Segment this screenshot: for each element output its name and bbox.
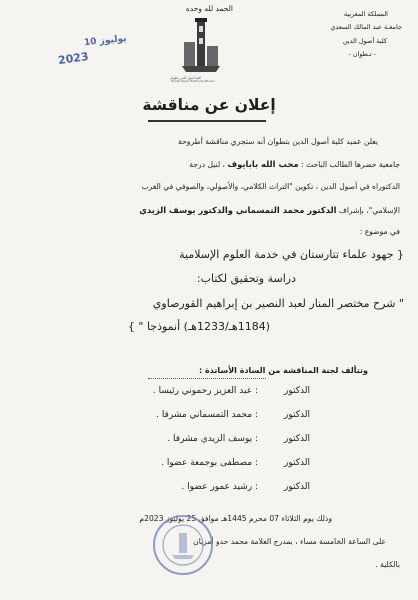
footer-venue-line: على الساعة الخامسة مساء ، بمدرج العلامة محمد حدو أمزيان: [193, 537, 386, 546]
header-kingdom: المملكة المغربية: [343, 10, 388, 18]
faculty-logo-icon: [178, 16, 224, 76]
header-faculty: كلية أصول الدين: [342, 37, 387, 45]
logo-caption: كلية أصول الدين تطوان: [170, 76, 202, 80]
body-line-2: [189, 159, 400, 169]
footer-date-line: وذلك يوم الثلاثاء 07 محرم 1445هـ موافق 25 يوليوز 2023م: [139, 514, 332, 523]
faculty-seal-icon: [152, 514, 214, 576]
body-line-1: يعلن عميد كلية أصول الدين بتطوان أنه ستجري مناقشة أطروحة: [178, 137, 378, 146]
member-role: : مصطفى بوجمعة عضوا .: [161, 458, 258, 468]
committee-intro: وتتألف لجنة المناقشة من السادة الأساتذة :: [199, 366, 368, 375]
body-line-3: الدكتوراه في أصول الدين ، تكوين "التراث الكلامي، والأصولي، والصوفي في الغرب: [141, 182, 400, 191]
title-underline: [148, 120, 266, 122]
page-title: إعلان عن مناقشة: [142, 96, 276, 114]
member-title: الدكتور: [284, 482, 310, 492]
member-role: : محمد التمسماني مشرفا .: [156, 410, 258, 420]
thesis-line-4: (1184هـ/1233هـ) أنموذجا " }: [127, 320, 270, 333]
member-role: : يوسف الزيدي مشرفا .: [167, 434, 258, 444]
member-title: الدكتور: [284, 410, 310, 420]
logo-caption-fr: Faculté Ossoul Eddine de Tétouan: [171, 80, 215, 83]
member-role: : عبد العزيز رحموني رئيسا .: [152, 386, 258, 396]
body-line-4: [139, 205, 400, 215]
body-line-2-end: ، لنيل درجة: [189, 160, 228, 169]
header-city: - تـطوان -: [348, 50, 376, 58]
year-stamp: 2023: [57, 49, 90, 68]
supervisors: الدكتور محمد التمسماني والدكتور يوسف الزيدي: [139, 205, 337, 215]
member-title: الدكتور: [284, 458, 310, 468]
committee-intro-underline: [148, 378, 266, 379]
member-role: : رشيد عمور عضوا .: [181, 482, 258, 492]
thesis-line-2: دراسة وتحقيق لكتاب:: [196, 272, 296, 285]
body-line-5: في موضوع :: [359, 227, 400, 236]
footer-faculty-line: بالكلية .: [375, 560, 400, 569]
body-line-4-text: الإسلامي"، بإشراف: [336, 206, 400, 215]
header-university: جامعـة عبد المالك السعدي: [330, 23, 402, 31]
student-name: محب الله بابايوف: [227, 159, 299, 169]
member-title: الدكتور: [284, 434, 310, 444]
basmala: الحمد لله وحده: [185, 4, 233, 13]
body-line-2-text: جامعية حضرها الطالب الباحث :: [298, 160, 400, 169]
member-title: الدكتور: [284, 386, 310, 396]
thesis-line-1: { جهود علماء تتارستان في خدمة العلوم الإسلامية: [179, 248, 404, 261]
thesis-line-3: " شرح مختصر المنار لعبد النصير بن إبراهيم القورصاوي: [152, 297, 404, 310]
date-stamp: 10 يوليوز: [83, 33, 127, 49]
